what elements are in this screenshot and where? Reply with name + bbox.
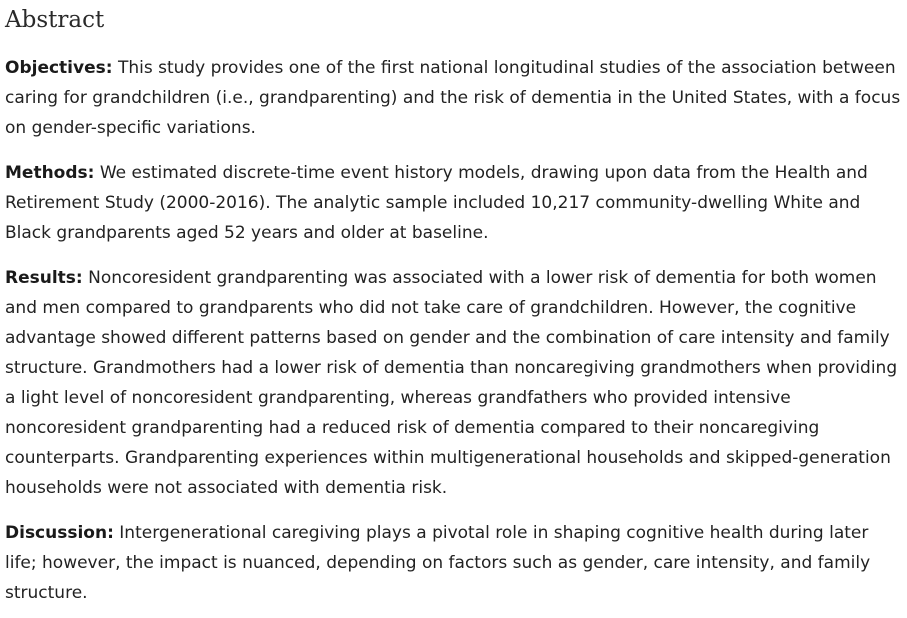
abstract <box>5 0 904 608</box>
methods-text: We estimated discrete-time event history models, drawing upon data from the Health and Retirement Study (2000-2016). The analytic sample included 10,217 community-dwelling White and Black grandparents aged 52 years and older at baseline. <box>5 163 868 243</box>
objectives-text: This study provides one of the first national longitudinal studies of the association between caring for grandchildren (i.e., grandparenting) and the risk of dementia in the United States, with a focus on gender-specific variations. <box>5 58 901 138</box>
abstract-title: Abstract <box>5 7 105 33</box>
discussion-label: Discussion: <box>5 523 114 543</box>
results-text: Noncoresident grandparenting was associated with a lower risk of dementia for both women and men compared to grandparents who did not take care of grandchildren. However, the cognitive advantage showed different patterns based on gender and the combination of care intensity and family structure. Grandmothers had a lower risk of dementia than noncaregiving grandmothers when providing a light level of noncoresident grandparenting, whereas grandfathers who provided intensive noncoresident grandparenting had a reduced risk of dementia compared to their noncaregiving counterparts. Grandparenting experiences within multigenerational households and skipped-generation households were not associated with dementia risk. <box>5 268 898 498</box>
results-label: Results: <box>5 268 83 288</box>
objectives-label: Objectives: <box>5 58 113 78</box>
discussion-paragraph <box>5 518 904 608</box>
discussion-text: Intergenerational caregiving plays a pivotal role in shaping cognitive health during later life; however, the impact is nuanced, depending on factors such as gender, care intensity, and family structure. <box>5 523 871 603</box>
methods-paragraph <box>5 158 904 248</box>
objectives-paragraph <box>5 53 904 143</box>
results-paragraph <box>5 263 904 503</box>
methods-label: Methods: <box>5 163 95 183</box>
